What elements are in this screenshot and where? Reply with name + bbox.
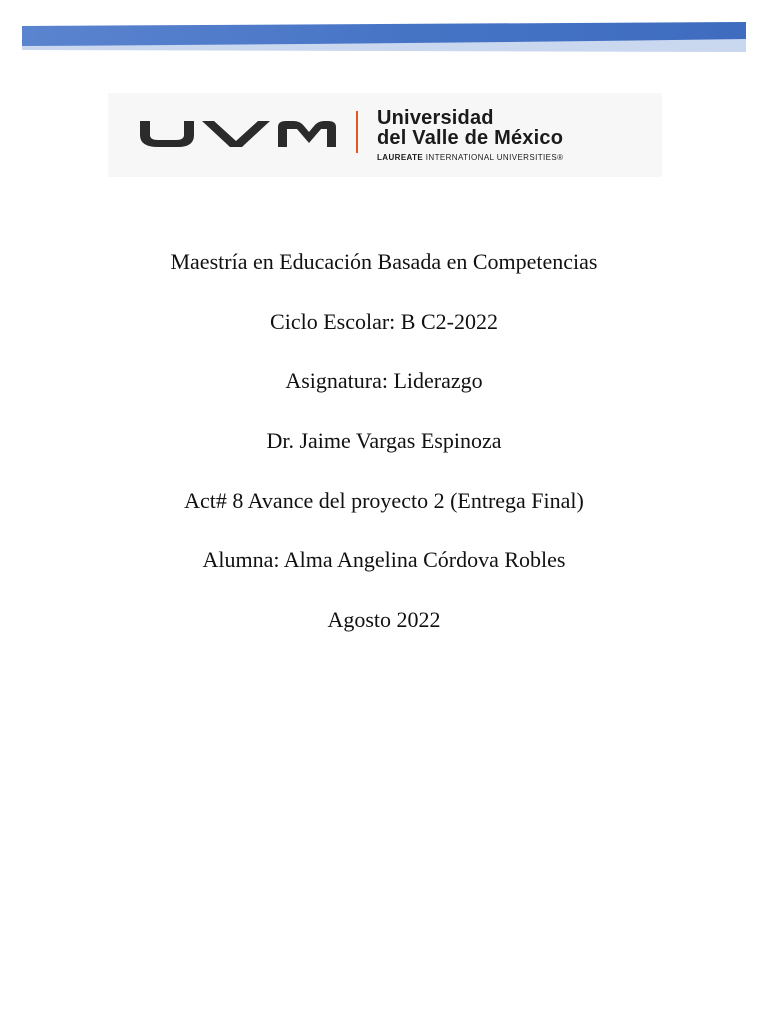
student-name: Alumna: Alma Angelina Córdova Robles bbox=[202, 547, 566, 573]
logo-tagline-rest: INTERNATIONAL UNIVERSITIES® bbox=[423, 153, 564, 162]
logo-university-name-line1: Universidad bbox=[377, 107, 494, 129]
teacher-name: Dr. Jaime Vargas Espinoza bbox=[266, 428, 502, 454]
date: Agosto 2022 bbox=[327, 607, 441, 633]
logo-wordmark bbox=[377, 108, 563, 162]
activity-title: Act# 8 Avance del proyecto 2 (Entrega Final) bbox=[184, 487, 584, 513]
logo-divider bbox=[356, 111, 358, 153]
logo-tagline bbox=[377, 153, 563, 162]
uvm-logo-mark bbox=[138, 113, 338, 155]
cover-details bbox=[0, 248, 768, 666]
logo-tagline-bold: LAUREATE bbox=[377, 153, 424, 162]
school-cycle: Ciclo Escolar: B C2-2022 bbox=[270, 308, 498, 334]
program-title: Maestría en Educación Basada en Competencias bbox=[170, 249, 598, 274]
logo-university-name-line2: del Valle de México bbox=[377, 127, 564, 149]
header-banner bbox=[22, 22, 746, 52]
subject: Asignatura: Liderazgo bbox=[285, 368, 483, 394]
